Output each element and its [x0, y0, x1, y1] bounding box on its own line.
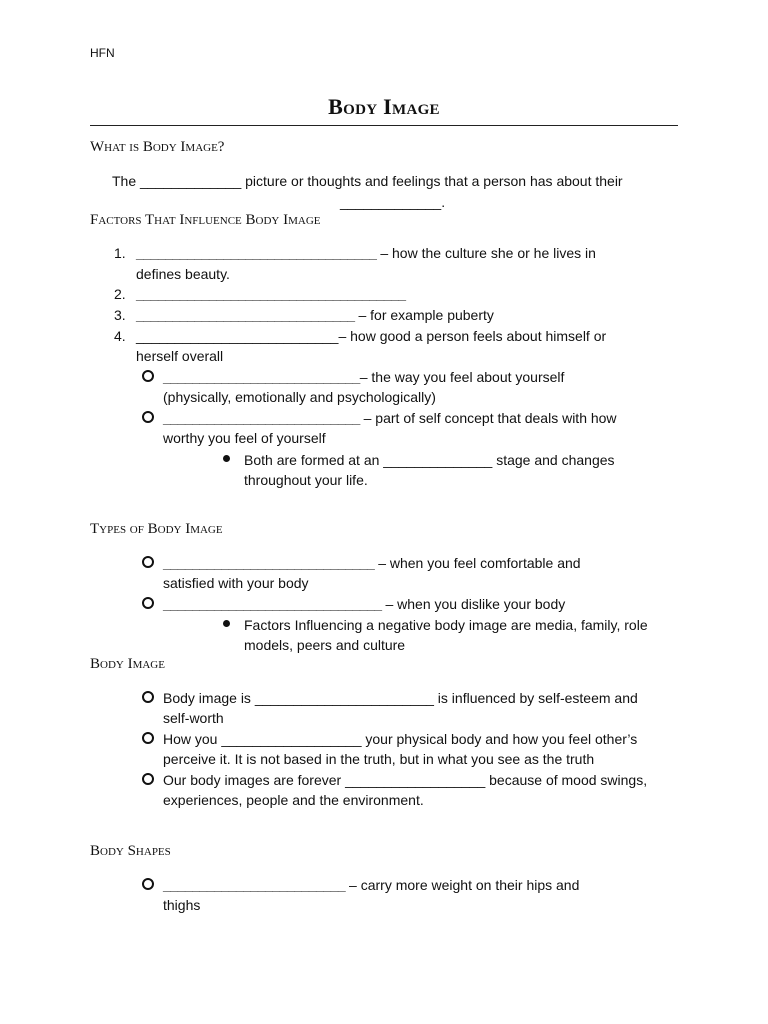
section-body-image: Body Image: [90, 656, 165, 672]
sub-item-1-text: – the way you feel about yourself: [359, 369, 565, 385]
page-title: Body Image: [328, 94, 440, 119]
hollow-bullet-icon: [142, 597, 154, 609]
factor-item-4: __________________________– how good a person feels about himself or: [136, 328, 607, 344]
sub-item-2-text: – part of self concept that deals with how: [359, 410, 617, 426]
body-image-item-2-cont: perceive it. It is not based in the truth, but in what you see as the truth: [163, 751, 595, 767]
factor-item-3-text: – for example puberty: [354, 307, 494, 323]
section-what-is: What is Body Image?: [90, 139, 225, 155]
sub-item-2-cont: worthy you feel of yourself: [163, 430, 326, 446]
bullet-dot-icon: [223, 455, 230, 462]
sub-item-2: [163, 408, 617, 429]
shape-item-1-cont: thighs: [163, 897, 201, 913]
fill-blank: _________________________: [163, 877, 346, 893]
fill-blank: _____________________________________: [136, 286, 406, 302]
fill-blank: ______________________________: [136, 307, 355, 323]
shape-item-1: [163, 875, 579, 896]
body-image-item-1-cont: self-worth: [163, 710, 224, 726]
section-factors: Factors That Influence Body Image: [90, 212, 321, 228]
factor-item-1: [136, 243, 596, 264]
body-image-item-3-cont: experiences, people and the environment.: [163, 792, 424, 808]
hollow-bullet-icon: [142, 556, 154, 568]
sub-item-1: [163, 367, 564, 388]
fill-blank: ___________________________: [163, 410, 360, 426]
body-image-item-3: Our body images are forever __________________ because of mood swings,: [163, 772, 648, 788]
factor-item-4-cont: herself overall: [136, 348, 224, 364]
header-tag: HFN: [90, 46, 115, 60]
type-item-2: [163, 594, 565, 615]
sub-item-1-cont: (physically, emotionally and psychologically): [163, 389, 436, 405]
shape-item-1-text: – carry more weight on their hips and: [345, 877, 580, 893]
intro-line-2: _____________.: [340, 194, 446, 210]
dot-item-1-cont: throughout your life.: [244, 472, 368, 488]
dot-item-2: Factors Influencing a negative body image are media, family, role: [244, 617, 648, 633]
hollow-bullet-icon: [142, 370, 154, 382]
type-item-1-cont: satisfied with your body: [163, 575, 309, 591]
list-number-3: 3.: [114, 307, 126, 323]
list-number-1: 1.: [114, 245, 126, 261]
dot-item-2-cont: models, peers and culture: [244, 637, 406, 653]
intro-line-1: The _____________ picture or thoughts and feelings that a person has about their: [112, 173, 623, 189]
hollow-bullet-icon: [142, 732, 154, 744]
hollow-bullet-icon: [142, 773, 154, 785]
dot-item-1: Both are formed at an ______________ stage and changes: [244, 452, 615, 468]
type-item-1-text: – when you feel comfortable and: [374, 555, 581, 571]
fill-blank: ______________________________: [163, 596, 382, 612]
hollow-bullet-icon: [142, 691, 154, 703]
factor-item-3: [136, 305, 494, 326]
body-image-item-1: Body image is _______________________ is influenced by self-esteem and: [163, 690, 638, 706]
hollow-bullet-icon: [142, 411, 154, 423]
list-number-2: 2.: [114, 286, 126, 302]
factor-item-2: [136, 284, 406, 305]
factor-item-1-text: – how the culture she or he lives in: [376, 245, 596, 261]
fill-blank: ___________________________: [163, 369, 360, 385]
type-item-1: [163, 553, 581, 574]
title-rule: [90, 125, 678, 126]
fill-blank: _________________________________: [136, 245, 377, 261]
hollow-bullet-icon: [142, 878, 154, 890]
section-body-shapes: Body Shapes: [90, 843, 171, 859]
type-item-2-text: – when you dislike your body: [381, 596, 566, 612]
fill-blank: _____________________________: [163, 555, 375, 571]
list-number-4: 4.: [114, 328, 126, 344]
bullet-dot-icon: [223, 620, 230, 627]
body-image-item-2: How you __________________ your physical body and how you feel other’s: [163, 731, 638, 747]
section-types: Types of Body Image: [90, 521, 223, 537]
factor-item-1-cont: defines beauty.: [136, 266, 230, 282]
